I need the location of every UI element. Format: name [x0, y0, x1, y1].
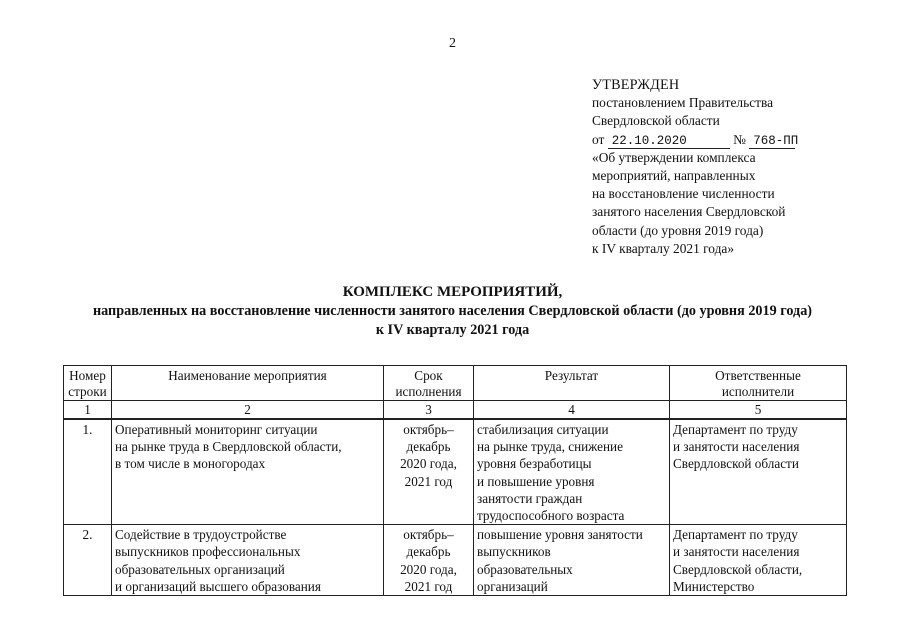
approval-stamp-block	[592, 76, 892, 258]
column-number: 2	[112, 401, 384, 420]
cell-line: и занятости населения	[673, 439, 800, 455]
measure-term	[384, 419, 474, 525]
cell-line: Содействие в трудоустройстве	[115, 527, 287, 543]
cell-line: на рынке труда в Свердловской области,	[115, 439, 342, 455]
document-title	[0, 283, 905, 340]
approval-date-line	[592, 131, 892, 149]
measure-responsible	[670, 419, 847, 525]
document-title-line-2: направленных на восстановление численности занятого населения Свердловской области (до уровня 2019 года)	[92, 303, 813, 319]
cell-line: 2021 год	[404, 578, 453, 594]
cell-line: 2020 года,	[400, 561, 457, 577]
cell-line: занятости граждан	[477, 490, 583, 506]
number-label: №	[733, 131, 746, 147]
cell-line: декабрь	[406, 544, 451, 560]
header-text: Номер	[69, 368, 106, 383]
cell-line: декабрь	[406, 439, 451, 455]
measure-name	[112, 525, 384, 596]
header-text: Срок	[414, 368, 443, 383]
cell-line: образовательных	[477, 561, 573, 577]
cell-line: октябрь–	[403, 527, 454, 543]
cell-line: 2020 года,	[400, 456, 457, 472]
row-number: 2.	[64, 525, 112, 596]
header-text: исполнения	[395, 384, 462, 399]
header-text: Результат	[544, 368, 599, 383]
cell-line: и повышение уровня	[477, 473, 595, 489]
cell-line: Департамент по труду	[673, 527, 798, 543]
document-title-line-1: КОМПЛЕКС МЕРОПРИЯТИЙ,	[342, 284, 563, 300]
cell-line: в том числе в моногородах	[115, 456, 266, 472]
cell-line: Оперативный мониторинг ситуации	[115, 422, 318, 437]
measure-responsible	[670, 525, 847, 596]
cell-line: на рынке труда, снижение	[477, 439, 623, 455]
column-number: 5	[670, 401, 847, 420]
table-header-row	[64, 366, 847, 401]
approval-line-1: постановлением Правительства	[592, 95, 774, 111]
cell-line: и занятости населения	[673, 544, 800, 560]
column-number: 1	[64, 401, 112, 420]
cell-line: организаций	[477, 578, 548, 594]
cell-line: 2021 год	[404, 473, 453, 489]
cell-line: стабилизация ситуации	[477, 422, 609, 437]
column-number: 4	[474, 401, 670, 420]
approval-quote-line: мероприятий, направленных	[592, 168, 756, 184]
measure-result	[474, 419, 670, 525]
cell-line: Свердловской области	[673, 456, 799, 472]
header-row-number	[64, 366, 112, 401]
header-text: Наименование мероприятия	[168, 368, 327, 383]
cell-line: повышение уровня занятости	[477, 527, 643, 543]
approval-date: 22.10.2020	[608, 134, 730, 149]
cell-line: Свердловской области,	[673, 561, 803, 577]
cell-line: уровня безработицы	[477, 456, 592, 472]
cell-line: выпускников	[477, 544, 551, 560]
table-row	[64, 419, 847, 525]
header-text: строки	[68, 384, 107, 399]
approval-number: 768-ПП	[749, 134, 795, 149]
approval-quote-line: «Об утверждении комплекса	[592, 149, 756, 165]
cell-line: и организаций высшего образования	[115, 578, 321, 594]
approval-quote-line: на восстановление численности	[592, 186, 775, 202]
cell-line: выпускников профессиональных	[115, 544, 301, 560]
measure-name	[112, 419, 384, 525]
measure-term	[384, 525, 474, 596]
document-title-line-3: к IV кварталу 2021 года	[375, 322, 530, 338]
header-measure-name	[112, 366, 384, 401]
measures-table	[63, 365, 847, 596]
header-responsible	[670, 366, 847, 401]
cell-line: трудоспособного возраста	[477, 508, 625, 524]
page-number: 2	[449, 36, 456, 51]
row-number: 1.	[64, 419, 112, 525]
header-result	[474, 366, 670, 401]
approval-quote-line: области (до уровня 2019 года)	[592, 222, 764, 238]
approval-quote-line: занятого населения Свердловской	[592, 204, 786, 220]
header-term	[384, 366, 474, 401]
approval-title: УТВЕРЖДЕН	[592, 77, 680, 93]
cell-line: образовательных организаций	[115, 561, 285, 577]
column-number-row	[64, 401, 847, 420]
from-label: от	[592, 131, 605, 147]
measure-result	[474, 525, 670, 596]
cell-line: Министерство	[673, 578, 755, 594]
cell-line: Департамент по труду	[673, 422, 798, 437]
header-text: Ответственные	[715, 368, 801, 383]
approval-quote-line: к IV кварталу 2021 года»	[592, 240, 735, 256]
header-text: исполнители	[721, 384, 795, 399]
cell-line: октябрь–	[403, 422, 454, 437]
column-number: 3	[384, 401, 474, 420]
approval-line-2: Свердловской области	[592, 113, 720, 129]
table-row	[64, 525, 847, 596]
